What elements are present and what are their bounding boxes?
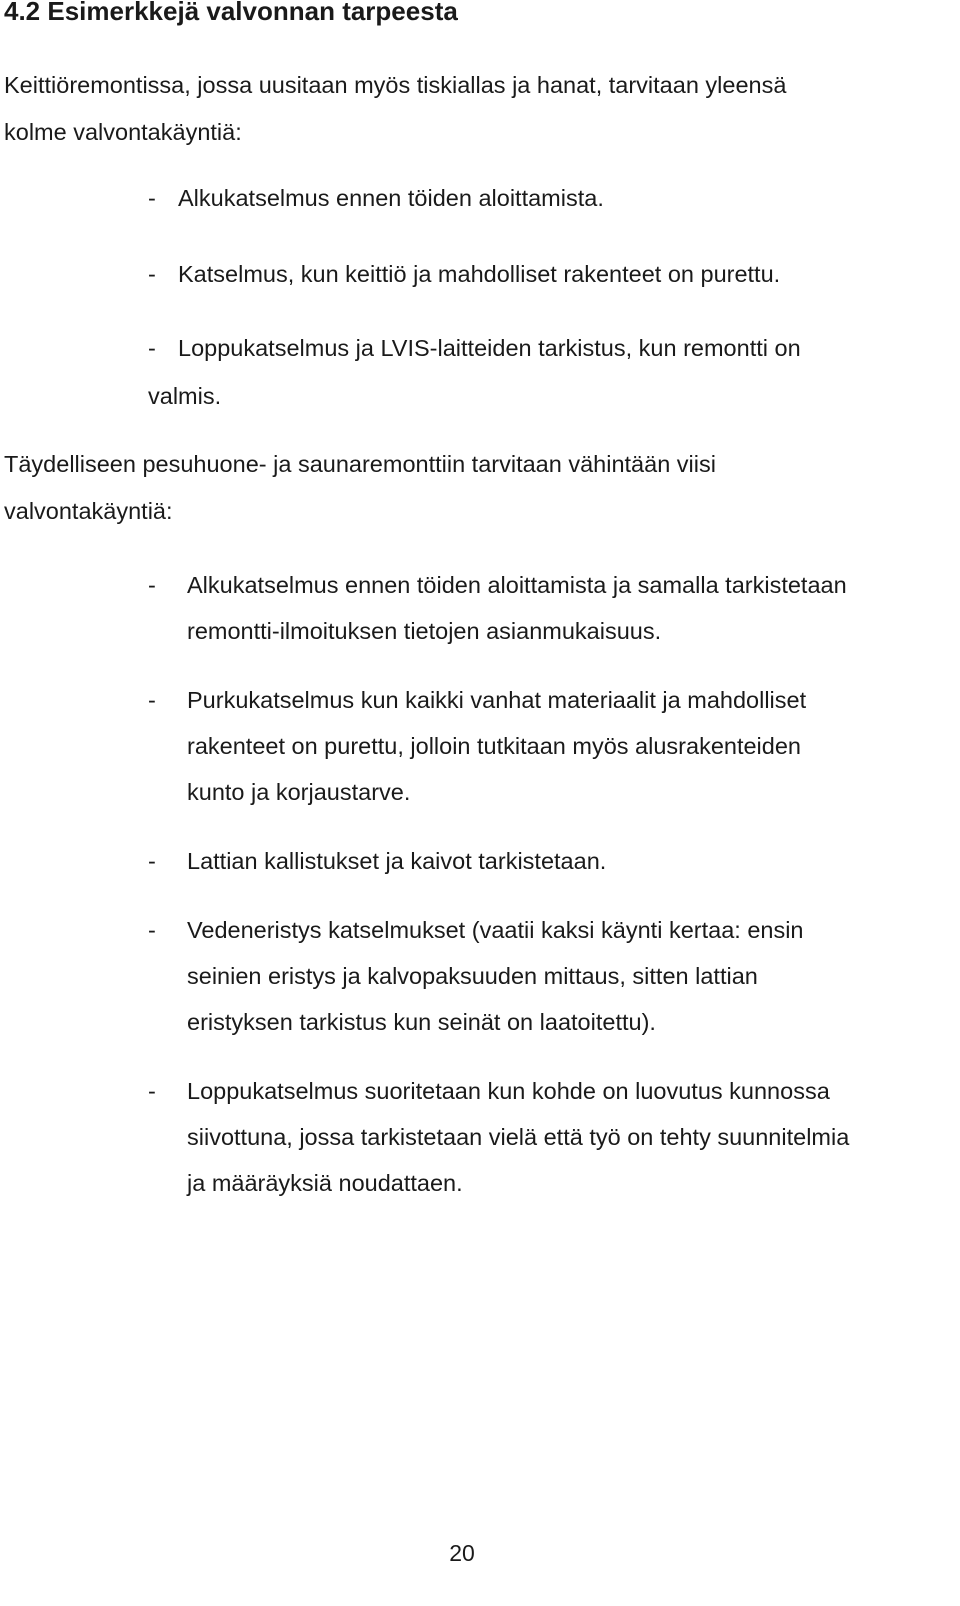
list-dash: -: [148, 917, 156, 943]
section-heading: 4.2 Esimerkkejä valvonnan tarpeesta: [4, 0, 458, 26]
list-item-text: [187, 1068, 947, 1206]
list-item-continuation: valmis.: [148, 383, 222, 409]
bathroom-intro-line-1: Täydelliseen pesuhuone- ja saunaremonttiin tarvitaan vähintään viisi: [4, 451, 716, 477]
list-item: [148, 254, 928, 294]
list-item-text: Alkukatselmus ennen töiden aloittamista.: [178, 185, 604, 211]
list-dash: -: [148, 687, 156, 713]
list-item-line: siivottuna, jossa tarkistetaan vielä että työ on tehty suunnitelmia: [187, 1124, 850, 1150]
list-item-text: Loppukatselmus ja LVIS-laitteiden tarkistus, kun remontti on: [178, 335, 801, 361]
list-dash: -: [148, 335, 156, 361]
kitchen-intro-line-1: Keittiöremontissa, jossa uusitaan myös tiskiallas ja hanat, tarvitaan yleensä: [4, 72, 787, 98]
list-item-line: remontti-ilmoituksen tietojen asianmukaisuus.: [187, 618, 662, 644]
kitchen-intro-line-2: kolme valvontakäyntiä:: [4, 119, 242, 145]
list-item-line: Vedeneristys katselmukset (vaatii kaksi käynti kertaa: ensin: [187, 917, 804, 943]
list-item-text: [187, 562, 947, 654]
list-item: [148, 907, 948, 1045]
list-item: [148, 838, 948, 884]
list-item-text: [187, 677, 947, 815]
list-item-line: Alkukatselmus ennen töiden aloittamista ja samalla tarkistetaan: [187, 572, 847, 598]
list-item: [148, 677, 948, 815]
list-dash: -: [148, 261, 156, 287]
list-item-line: Loppukatselmus suoritetaan kun kohde on luovutus kunnossa: [187, 1078, 830, 1104]
list-item-text: [187, 838, 947, 884]
list-item: [148, 1068, 948, 1206]
list-item: [148, 310, 928, 434]
list-dash: -: [148, 572, 156, 598]
list-item-line: seinien eristys ja kalvopaksuuden mittaus, sitten lattian: [187, 963, 758, 989]
bathroom-intro-line-2: valvontakäyntiä:: [4, 498, 173, 524]
list-dash: -: [148, 848, 156, 874]
list-item-line: rakenteet on purettu, jolloin tutkitaan myös alusrakenteiden: [187, 733, 801, 759]
list-item-line: Lattian kallistukset ja kaivot tarkistetaan.: [187, 848, 607, 874]
page-number: 20: [449, 1540, 475, 1566]
list-item-line: ja määräyksiä noudattaen.: [187, 1170, 463, 1196]
list-item: [148, 562, 948, 654]
list-item-line: eristyksen tarkistus kun seinät on laatoitettu).: [187, 1009, 656, 1035]
kitchen-intro-paragraph: [4, 62, 954, 156]
list-item-text: [187, 907, 947, 1045]
list-item: [148, 178, 928, 218]
list-item-line: kunto ja korjaustarve.: [187, 779, 411, 805]
bathroom-intro-paragraph: [4, 441, 954, 535]
list-item-line: Purkukatselmus kun kaikki vanhat materiaalit ja mahdolliset: [187, 687, 807, 713]
list-dash: -: [148, 1078, 156, 1104]
list-item-text: Katselmus, kun keittiö ja mahdolliset rakenteet on purettu.: [178, 261, 781, 287]
list-dash: -: [148, 185, 156, 211]
